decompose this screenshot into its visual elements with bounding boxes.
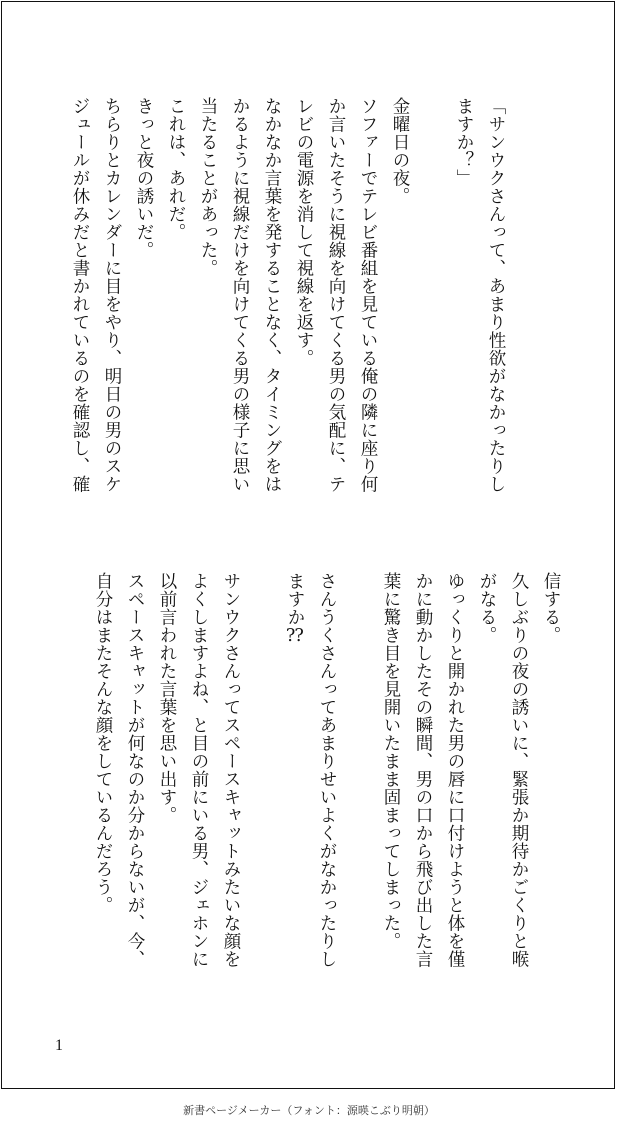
page: [1, 1, 615, 1089]
blank-line: [343, 572, 375, 1002]
text-line: 久しぶりの夜の誘いに、緊張か期待かごくりと喉: [509, 572, 529, 968]
text-line: サンウクさんってスペースキャットみたいな顔を: [221, 572, 241, 968]
text-line: 信する。: [541, 572, 561, 644]
upper-text-block: [64, 97, 512, 527]
text-line: きっと夜の誘いだ。: [134, 97, 154, 259]
page-number: 1: [55, 1037, 63, 1054]
text-line: かに動かしたその瞬間、男の口から飛び出した言: [413, 572, 433, 968]
text-line: ソファーでテレビ番組を見ている俺の隣に座り何: [358, 97, 378, 493]
text-line: さんうくさんってあまりせいよくがなかったりし: [317, 572, 337, 968]
text-line: ますか？」: [454, 97, 474, 187]
text-line: ゆっくりと開かれた男の唇に口付けようと体を僅: [445, 572, 465, 968]
text-line: よくしますよね、と目の前にいる男、ジェホンに: [189, 572, 209, 968]
text-line: がなる。: [477, 572, 497, 644]
text-line: レビの電源を消して視線を返す。: [294, 97, 314, 367]
text-line: これは、あれだ。: [166, 97, 186, 241]
text-line: か言いたそうに視線を向けてくる男の気配に、テ: [326, 97, 346, 493]
text-line: 葉に驚き目を見開いたまま固まってしまった。: [381, 572, 401, 950]
text-line: かるように視線だけを向けてくる男の様子に思い: [230, 97, 250, 493]
footer-credit: 新書ページメーカー（フォント：源暎こぶり明朝）: [183, 1104, 435, 1117]
blank-line: [416, 97, 448, 527]
lower-text-block: [87, 572, 567, 1002]
text-line: 当たることがあった。: [198, 97, 218, 277]
text-line: 「サンウクさんって、あまり性欲がなかったりし: [486, 97, 506, 493]
text-line: 以前言われた言葉を思い出す。: [157, 572, 177, 824]
text-line: 自分はまたそんな顔をしているんだろう。: [93, 572, 113, 914]
text-line: ちらりとカレンダーに目をやり、明日の男のスケ: [102, 97, 122, 493]
text-line: 金曜日の夜。: [390, 97, 410, 205]
text-line: ますか⁇: [285, 572, 305, 647]
text-line: ジュールが休みだと書かれているのを確認し、確: [70, 97, 90, 493]
text-line: なかなか言葉を発することなく、タイミングをは: [262, 97, 282, 493]
text-line: スペースキャットが何なのか分からないが、今、: [125, 572, 145, 968]
blank-line: [247, 572, 279, 1002]
